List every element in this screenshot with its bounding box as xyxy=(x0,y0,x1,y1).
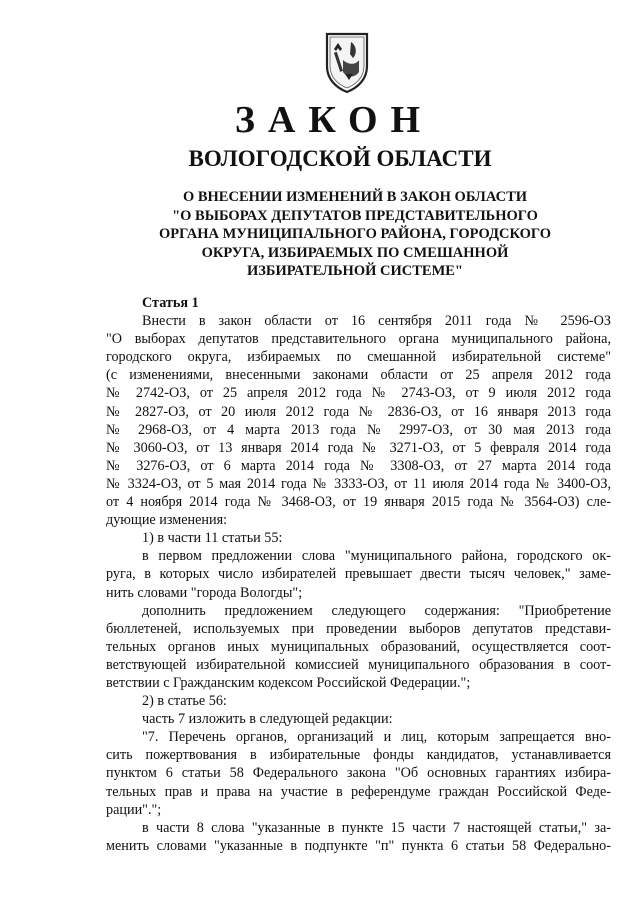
article-text-line: дующие изменения: xyxy=(106,512,228,529)
article-text-line: № 3060-ОЗ, от 13 января 2014 года № 3271-ОЗ, от 5 февраля 2014 года xyxy=(106,439,611,456)
article-text-line: нить словами "города Вологды"; xyxy=(106,584,303,601)
article-text-line: руга, в которых число избирателей превышает двести тысяч человек," заме- xyxy=(106,566,611,583)
article-text-line: рации"."; xyxy=(106,801,162,818)
article-text-line: тельных прав и права на участие в референдуме граждан Российской Феде- xyxy=(106,783,611,800)
subtitle-line: ИЗБИРАТЕЛЬНОЙ СИСТЕМЕ" xyxy=(247,263,463,279)
article-text-line: № 2827-ОЗ, от 20 июля 2012 года № 2836-ОЗ, от 16 января 2013 года xyxy=(106,403,611,420)
article-text-line: менить словами "указанные в подпункте "п" пункта 6 статьи 58 Федерально- xyxy=(106,837,611,854)
document-title: ЗАКОН xyxy=(234,99,434,141)
article-text-line: ветствии с Гражданским кодексом Российской Федерации."; xyxy=(106,674,471,691)
article-text-line: от 4 ноября 2014 года № 3468-ОЗ, от 19 января 2015 года № 3564-ОЗ) сле- xyxy=(106,494,611,511)
article-text-line: № 2742-ОЗ, от 25 апреля 2012 года № 2743-ОЗ, от 9 июля 2012 года xyxy=(106,385,611,402)
subtitle-line: ОКРУГА, ИЗБИРАЕМЫХ ПО СМЕШАННОЙ xyxy=(201,244,509,261)
article-text-line: № 3324-ОЗ, от 5 мая 2014 года № 3333-ОЗ, от 11 июля 2014 года № 3400-ОЗ, xyxy=(106,475,611,492)
document-subtitle xyxy=(155,188,555,281)
article-body xyxy=(106,294,611,855)
subtitle-line: ОРГАНА МУНИЦИПАЛЬНОГО РАЙОНА, ГОРОДСКОГО xyxy=(158,226,552,242)
article-text-line: пунктом 6 статьи 58 Федерального закона "Об основных гарантиях избира- xyxy=(106,765,611,782)
article-text-line: "7. Перечень органов, организаций и лиц, которым запрещается вно- xyxy=(142,729,611,746)
article-text-line: тельных органов иных муниципальных образований, осуществляется соот- xyxy=(106,638,611,655)
vologda-coat-of-arms-icon xyxy=(323,30,371,94)
article-heading: Статья 1 xyxy=(142,295,199,311)
article-text-line: 2) в статье 56: xyxy=(142,693,227,710)
subtitle-line: "О ВЫБОРАХ ДЕПУТАТОВ ПРЕДСТАВИТЕЛЬНОГО xyxy=(172,207,538,224)
article-text-line: в первом предложении слова "муниципального района, городского ок- xyxy=(142,548,611,565)
article-text-line: Внести в закон области от 16 сентября 2011 года № 2596-ОЗ xyxy=(142,313,611,330)
article-text-line: городского округа, избираемых по смешанной избирательной системе" xyxy=(106,349,611,366)
article-text-line: (с изменениями, внесенными законами области от 25 апреля 2012 года xyxy=(106,367,611,384)
article-text-line: дополнить предложением следующего содержания: "Приобретение xyxy=(142,602,611,619)
document-region: ВОЛОГОДСКОЙ ОБЛАСТИ xyxy=(188,146,492,171)
article-text-line: сить пожертвования в избирательные фонды кандидатов, устанавливается xyxy=(106,747,611,764)
article-text-line: № 3276-ОЗ, от 6 марта 2014 года № 3308-ОЗ, от 27 марта 2014 года xyxy=(106,457,611,474)
article-text-line: бюллетеней, используемых при проведении выборов депутатов представи- xyxy=(106,620,611,637)
article-text-line: "О выборах депутатов представительного органа муниципального района, xyxy=(106,331,611,348)
subtitle-line: О ВНЕСЕНИИ ИЗМЕНЕНИЙ В ЗАКОН ОБЛАСТИ xyxy=(182,189,528,205)
article-text-line: № 2968-ОЗ, от 4 марта 2013 года № 2997-ОЗ, от 30 мая 2013 года xyxy=(106,421,611,438)
article-text-line: ветствующей избирательной комиссией муниципального образования в соот- xyxy=(106,656,611,673)
article-text-line: 1) в части 11 статьи 55: xyxy=(142,530,283,547)
article-text-line: в части 8 слова "указанные в пункте 15 части 7 настоящей статьи," за- xyxy=(142,819,611,836)
article-text-line: часть 7 изложить в следующей редакции: xyxy=(142,711,393,728)
